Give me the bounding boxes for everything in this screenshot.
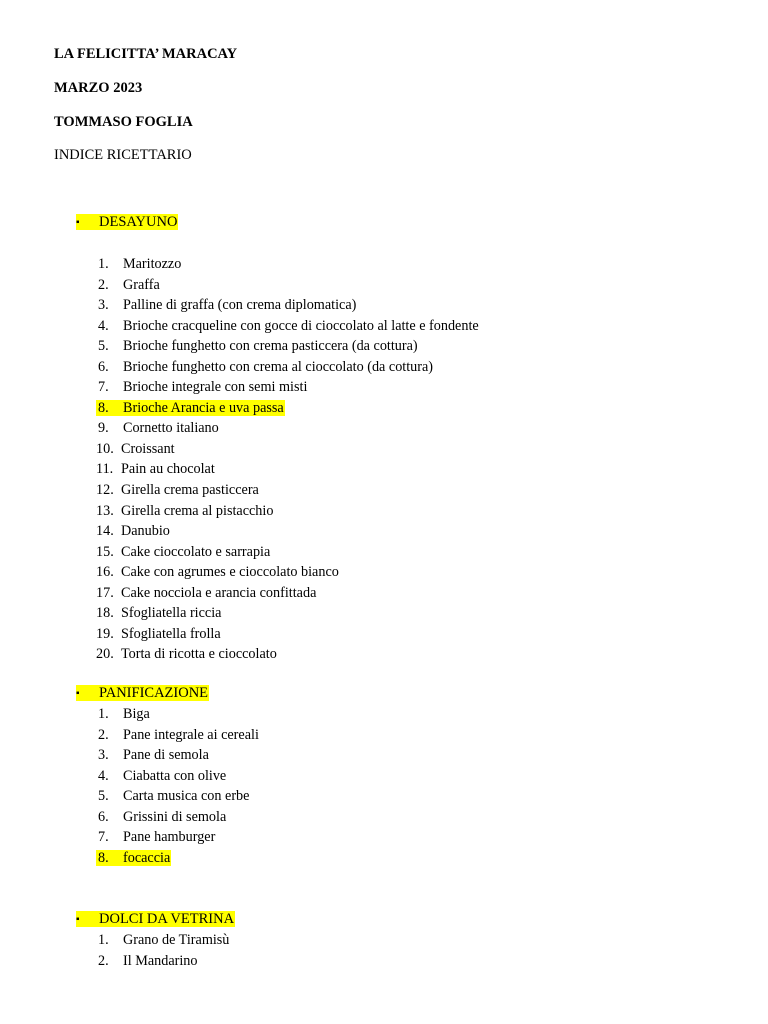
- list-item: [96, 584, 480, 605]
- list-item: [96, 604, 480, 625]
- list-item: [96, 726, 260, 747]
- item-text: Girella crema pasticcera: [121, 482, 259, 499]
- item-number: 18.: [96, 605, 114, 622]
- entry: [96, 441, 176, 457]
- item-text: Grissini di semola: [123, 808, 227, 825]
- list-item: [96, 358, 480, 379]
- item-text: Brioche funghetto con crema al cioccolato (da cottura): [123, 358, 434, 375]
- item-text: Pane hamburger: [123, 829, 216, 846]
- item-number: 7.: [98, 829, 109, 846]
- item-number: 9.: [98, 420, 109, 437]
- entry: [96, 318, 480, 334]
- item-text: Biga: [123, 706, 150, 722]
- entry: [96, 706, 151, 722]
- entry: [96, 626, 222, 642]
- entry: [96, 503, 274, 519]
- entry: [96, 747, 210, 763]
- item-text: Pane integrale ai cereali: [123, 726, 259, 743]
- item-text: Brioche Arancia e uva passa: [123, 399, 284, 416]
- section-heading-panificazione: [76, 684, 209, 703]
- entry: [96, 277, 161, 293]
- entry: [96, 564, 340, 580]
- item-number: 8.: [98, 849, 109, 866]
- item-number: 4.: [98, 317, 109, 334]
- list-item: [96, 645, 480, 666]
- item-number: 8.: [98, 399, 109, 416]
- list-item: [96, 828, 260, 849]
- item-number: 12.: [96, 482, 114, 499]
- item-text: Brioche integrale con semi misti: [123, 379, 308, 396]
- item-number: 5.: [98, 338, 109, 355]
- list-item: [96, 296, 480, 317]
- item-text: Cornetto italiano: [123, 420, 219, 437]
- item-number: 17.: [96, 584, 114, 601]
- recipe-list-dolci-da-vetrina: [96, 931, 230, 972]
- item-text: Carta musica con erbe: [123, 788, 250, 805]
- list-item: [96, 705, 260, 726]
- item-number: 2.: [98, 952, 109, 969]
- item-text: Torta di ricotta e cioccolato: [121, 646, 277, 663]
- entry: [96, 585, 317, 601]
- section-title: DOLCI DA VETRINA: [99, 911, 235, 927]
- item-number: 5.: [98, 788, 109, 805]
- item-text: Brioche cracqueline con gocce di cioccolato al latte e fondente: [123, 317, 479, 334]
- section-heading-desayuno: [76, 213, 178, 232]
- item-number: 2.: [98, 726, 109, 743]
- list-item: [96, 808, 260, 829]
- entry: [96, 544, 271, 560]
- item-number: 1.: [98, 706, 109, 722]
- item-text: Girella crema al pistacchio: [121, 502, 274, 519]
- list-item: [96, 849, 260, 870]
- list-item: [96, 787, 260, 808]
- item-number: 15.: [96, 543, 114, 560]
- item-text: Graffa: [123, 276, 160, 293]
- entry: [96, 829, 216, 845]
- list-item: [96, 440, 480, 461]
- item-number: 14.: [96, 523, 114, 540]
- item-number: 6.: [98, 358, 109, 375]
- entry: [96, 379, 308, 395]
- list-item: [96, 767, 260, 788]
- item-text: Sfogliatella riccia: [121, 605, 222, 622]
- entry: [96, 359, 434, 375]
- list-item: [96, 378, 480, 399]
- item-text: Grano de Tiramisù: [123, 932, 230, 948]
- list-item: [96, 276, 480, 297]
- item-number: 16.: [96, 564, 114, 581]
- list-item: [96, 337, 480, 358]
- list-item: [96, 399, 480, 420]
- entry: [96, 727, 260, 743]
- item-number: 11.: [96, 461, 114, 478]
- list-item: [96, 522, 480, 543]
- item-text: Ciabatta con olive: [123, 767, 227, 784]
- item-number: 1.: [98, 932, 109, 948]
- entry: [96, 482, 260, 498]
- list-item: [96, 317, 480, 338]
- item-text: Palline di graffa (con crema diplomatica): [123, 297, 357, 314]
- item-text: Brioche funghetto con crema pasticcera (da cottura): [123, 338, 418, 355]
- entry: [96, 338, 419, 354]
- entry: [96, 953, 198, 969]
- document-title: INDICE RICETTARIO: [54, 147, 192, 163]
- item-text: Cake cioccolato e sarrapia: [121, 543, 271, 560]
- author-name: TOMMASO FOGLIA: [54, 114, 193, 130]
- list-item: [96, 931, 230, 952]
- item-text: Sfogliatella frolla: [121, 625, 221, 642]
- item-text: Pane di semola: [123, 747, 209, 764]
- item-number: 20.: [96, 646, 114, 663]
- recipe-list-panificazione: [96, 705, 260, 869]
- item-number: 4.: [98, 767, 109, 784]
- item-number: 3.: [98, 297, 109, 314]
- business-name: LA FELICITTA’ MARACAY: [54, 46, 238, 62]
- entry: [96, 461, 216, 477]
- entry: [96, 297, 357, 313]
- list-item: [96, 543, 480, 564]
- section-title: PANIFICAZIONE: [99, 685, 209, 701]
- list-item: [96, 952, 230, 973]
- item-text: Cake con agrumes e cioccolato bianco: [121, 564, 339, 581]
- list-item: [96, 502, 480, 523]
- bullet-icon: ▪: [76, 914, 80, 925]
- item-text: Pain au chocolat: [121, 461, 215, 478]
- item-text: Croissant: [121, 440, 175, 457]
- item-number: 13.: [96, 502, 114, 519]
- entry: [96, 788, 250, 804]
- item-text: Cake nocciola e arancia confittada: [121, 584, 317, 601]
- entry: [96, 420, 220, 436]
- item-text: Il Mandarino: [123, 952, 198, 969]
- list-item: [96, 746, 260, 767]
- item-number: 3.: [98, 747, 109, 764]
- recipe-list-desayuno: [96, 255, 480, 666]
- bullet-icon: ▪: [76, 688, 80, 699]
- entry: [96, 605, 222, 621]
- highlighted-entry: [96, 400, 285, 416]
- entry: [96, 256, 182, 272]
- entry: [96, 646, 278, 662]
- item-number: 2.: [98, 276, 109, 293]
- section-heading-dolci-da-vetrina: [76, 910, 235, 929]
- list-item: [96, 625, 480, 646]
- entry: [96, 523, 171, 539]
- document-date: MARZO 2023: [54, 80, 143, 96]
- item-text: Maritozzo: [123, 256, 182, 272]
- entry: [96, 809, 227, 825]
- entry: [96, 768, 227, 784]
- item-text: Danubio: [121, 523, 170, 540]
- item-number: 10.: [96, 440, 114, 457]
- list-item: [96, 563, 480, 584]
- entry: [96, 932, 230, 948]
- section-title: DESAYUNO: [99, 214, 178, 230]
- list-item: [96, 419, 480, 440]
- list-item: [96, 460, 480, 481]
- item-text: focaccia: [123, 849, 171, 866]
- item-number: 1.: [98, 256, 109, 272]
- list-item: [96, 255, 480, 276]
- item-number: 6.: [98, 808, 109, 825]
- item-number: 19.: [96, 625, 114, 642]
- item-number: 7.: [98, 379, 109, 396]
- list-item: [96, 481, 480, 502]
- bullet-icon: ▪: [76, 217, 80, 228]
- highlighted-entry: [96, 850, 171, 866]
